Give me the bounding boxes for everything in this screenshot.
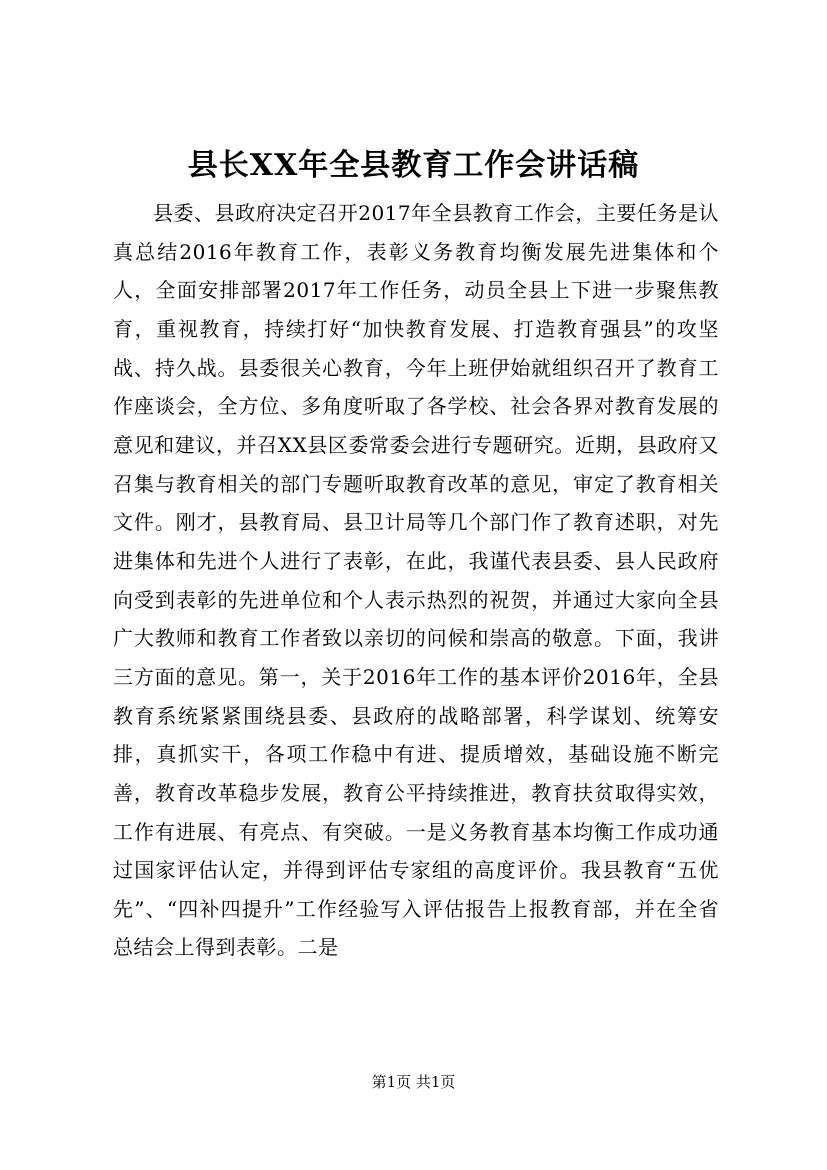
page-number-footer: 第1页 共1页	[371, 1073, 456, 1091]
document-title: 县长XX年全县教育工作会讲话稿	[187, 148, 640, 183]
body-paragraph: 县委、县政府决定召开2017年全县教育工作会，主要任务是认真总结2016年教育工作，表彰义务教育均衡发展先进集体和个人，全面安排部署2017年工作任务，动员全县上下进一步聚焦教育，重视教育，持续打好“加快教育发展、打造教育强县”的攻坚战、持久战。县委很关心教育，今年上班伊始就组织召开了教育工作座谈会，全方位、多角度听取了各学校、社会各界对教育发展的意见和建议，并召XX县区委常委会进行专题研究。近期，县政府又召集与教育相关的部门专题听取教育改革的意见，审定了教育相关文件。刚才，县教育局、县卫计局等几个部门作了教育述职，对先进集体和先进个人进行了表彰，在此，我谨代表县委、县人民政府向受到表彰的先进单位和个人表示热烈的祝贺，并通过大家向全县广大教师和教育工作者致以亲切的问候和崇高的敬意。下面，我讲三方面的意见。第一，关于2016年工作的基本评价2016年，全县教育系统紧紧围绕县委、县政府的战略部署，科学谋划、统筹安排，真抓实干，各项工作稳中有进、提质增效，基础设施不断完善，教育改革稳步发展，教育公平持续推进，教育扶贫取得实效，工作有进展、有亮点、有突破。一是义务教育基本均衡工作成功通过国家评估认定，并得到评估专家组的高度评价。我县教育“五优先”、“四补四提升”工作经验写入评估报告上报教育部，并在全省总结会上得到表彰。二是	[113, 201, 719, 960]
